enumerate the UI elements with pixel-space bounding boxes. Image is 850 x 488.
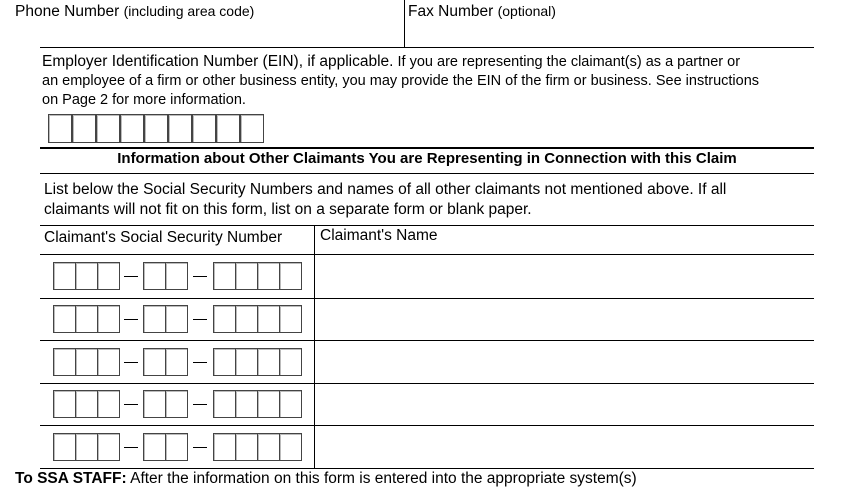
ssn-digit-box[interactable] <box>97 390 120 418</box>
ssa-staff-note: To SSA STAFF: After the information on this form is entered into the appropriate system(s) <box>15 470 637 487</box>
ssn-digit-box[interactable] <box>97 348 120 376</box>
ein-digit-3[interactable] <box>96 114 120 143</box>
ssn-digit-box[interactable] <box>213 305 236 333</box>
ssn-digit-box[interactable] <box>97 305 120 333</box>
phone-number-label: Phone Number (including area code) <box>15 3 255 20</box>
ssn-dash <box>193 319 207 320</box>
claimant-name-field[interactable] <box>317 342 814 382</box>
ssn-digit-box[interactable] <box>235 433 258 461</box>
table-row-rule <box>40 298 814 299</box>
ssn-dash <box>193 276 207 277</box>
ssn-digit-box[interactable] <box>257 348 280 376</box>
ssa-staff-label: To SSA STAFF: <box>15 470 127 487</box>
section-heading: Information about Other Claimants You are Representing in Connection with this Claim <box>117 150 737 167</box>
ssn-digit-box[interactable] <box>143 433 166 461</box>
claimant-name-field[interactable] <box>317 256 814 296</box>
divider-ein-top <box>40 47 814 48</box>
ssn-dash <box>124 404 138 405</box>
claimant-name-field[interactable] <box>317 427 814 467</box>
ssn-digit-box[interactable] <box>279 262 302 290</box>
ein-digit-9[interactable] <box>240 114 264 143</box>
table-top-rule <box>40 225 814 226</box>
ssn-digit-box[interactable] <box>257 305 280 333</box>
phone-number-field[interactable] <box>15 24 400 46</box>
phone-fax-divider <box>404 0 405 47</box>
ein-instructions: Employer Identification Number (EIN), if applicable. If you are representing the claimant(s) as a partner or an employee of a firm or other business entity, you may provide the EIN of the firm or business. See instructions on Page 2 for more information. <box>42 53 760 108</box>
ssn-digit-box[interactable] <box>279 433 302 461</box>
ssn-digit-box[interactable] <box>75 262 98 290</box>
ein-digit-7[interactable] <box>192 114 216 143</box>
table-row-rule <box>40 254 814 255</box>
ssn-digit-box[interactable] <box>235 390 258 418</box>
other-claimants-instructions: List below the Social Security Numbers and names of all other claimants not mentioned above. If all claimants will not fit on this form, list on a separate form or blank paper. <box>44 181 727 218</box>
ein-digit-1[interactable] <box>48 114 72 143</box>
claimant-name-field[interactable] <box>317 385 814 425</box>
ssn-digit-box[interactable] <box>97 433 120 461</box>
ssn-digit-box[interactable] <box>279 390 302 418</box>
ssn-digit-box[interactable] <box>165 262 188 290</box>
ssn-digit-box[interactable] <box>165 433 188 461</box>
ssn-dash <box>193 404 207 405</box>
ssn-digit-box[interactable] <box>143 390 166 418</box>
ssn-digit-box[interactable] <box>213 433 236 461</box>
ssn-column-header: Claimant's Social Security Number <box>44 229 283 246</box>
ein-label: Employer Identification Number (EIN), if applicable. <box>42 53 394 70</box>
ssn-digit-box[interactable] <box>53 348 76 376</box>
ssn-digit-box[interactable] <box>53 433 76 461</box>
ssn-digit-box[interactable] <box>235 348 258 376</box>
section-heading-bottom-rule <box>40 173 814 174</box>
ssn-digit-box[interactable] <box>75 348 98 376</box>
ssn-digit-box[interactable] <box>165 390 188 418</box>
ssn-dash <box>193 362 207 363</box>
ssn-digit-box[interactable] <box>53 305 76 333</box>
ssn-dash <box>124 319 138 320</box>
ssn-digit-box[interactable] <box>165 348 188 376</box>
table-row-rule <box>40 425 814 426</box>
table-bottom-rule <box>40 468 814 469</box>
ssn-digit-box[interactable] <box>75 305 98 333</box>
ssn-digit-box[interactable] <box>213 390 236 418</box>
name-column-header: Claimant's Name <box>320 227 438 244</box>
table-column-divider <box>314 225 315 468</box>
ssn-dash <box>124 276 138 277</box>
ssn-digit-box[interactable] <box>257 262 280 290</box>
ein-digit-6[interactable] <box>168 114 192 143</box>
table-row-rule <box>40 340 814 341</box>
ssn-dash <box>193 447 207 448</box>
ssn-digit-box[interactable] <box>213 348 236 376</box>
ssn-digit-box[interactable] <box>143 305 166 333</box>
ssn-digit-box[interactable] <box>75 433 98 461</box>
ein-digit-5[interactable] <box>144 114 168 143</box>
section-heading-top-rule <box>40 147 814 149</box>
ssn-digit-box[interactable] <box>53 262 76 290</box>
ssn-digit-box[interactable] <box>97 262 120 290</box>
ein-digit-2[interactable] <box>72 114 96 143</box>
ssn-digit-box[interactable] <box>143 262 166 290</box>
ssn-digit-box[interactable] <box>235 262 258 290</box>
ssn-dash <box>124 447 138 448</box>
fax-number-label: Fax Number (optional) <box>408 3 556 20</box>
ssn-digit-box[interactable] <box>279 305 302 333</box>
ssn-digit-box[interactable] <box>143 348 166 376</box>
claimant-name-field[interactable] <box>317 300 814 340</box>
ssn-digit-box[interactable] <box>257 433 280 461</box>
ssn-dash <box>124 362 138 363</box>
ssn-digit-box[interactable] <box>235 305 258 333</box>
ssn-digit-box[interactable] <box>213 262 236 290</box>
ein-digit-8[interactable] <box>216 114 240 143</box>
fax-number-field[interactable] <box>408 24 813 46</box>
ssn-digit-box[interactable] <box>279 348 302 376</box>
table-row-rule <box>40 383 814 384</box>
ssn-digit-box[interactable] <box>75 390 98 418</box>
ein-digit-4[interactable] <box>120 114 144 143</box>
ssn-digit-box[interactable] <box>165 305 188 333</box>
ssn-digit-box[interactable] <box>53 390 76 418</box>
ssn-digit-box[interactable] <box>257 390 280 418</box>
